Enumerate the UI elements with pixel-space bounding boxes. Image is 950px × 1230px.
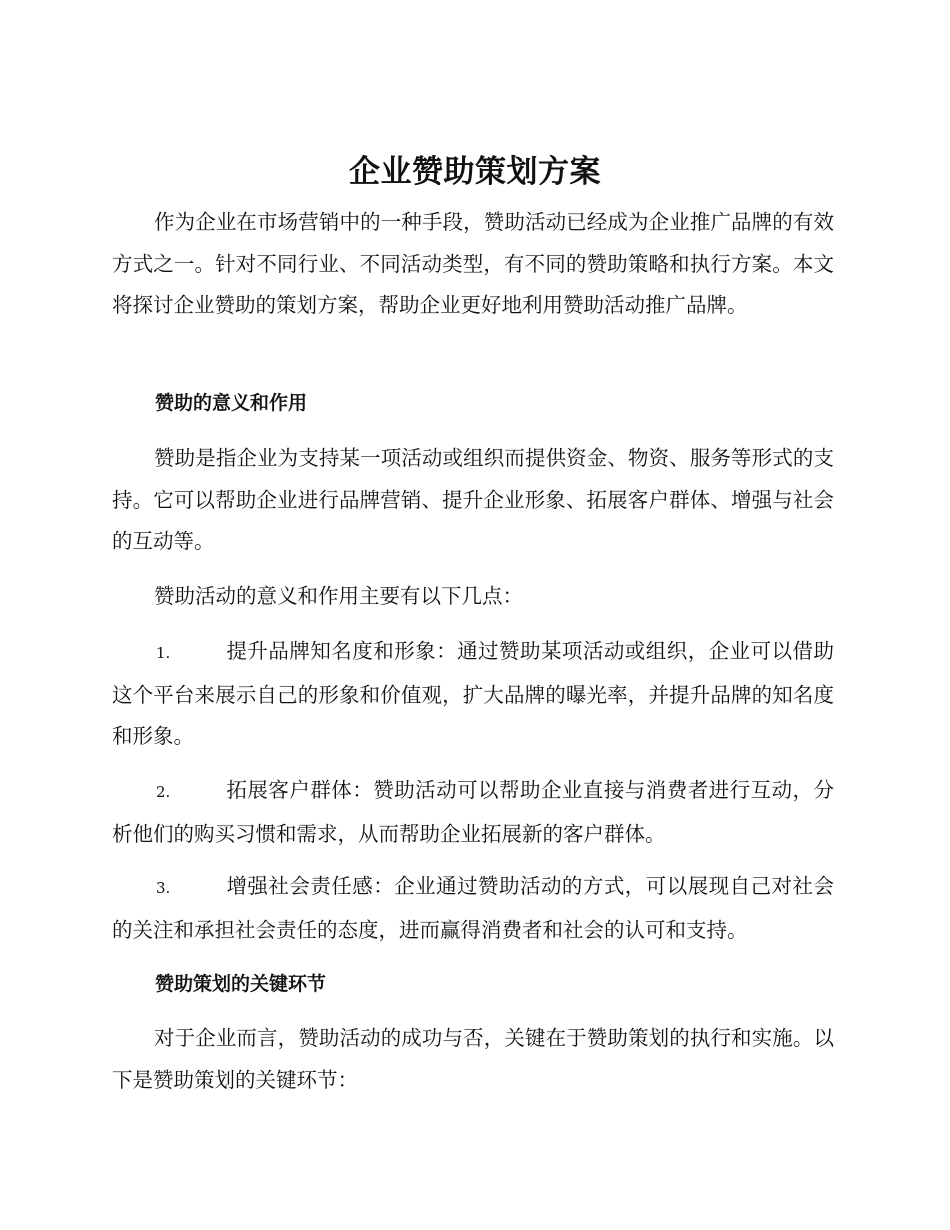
list-item-number: 2. [156,783,171,801]
sponsorship-definition-paragraph: 赞助是指企业为支持某一项活动或组织而提供资金、物资、服务等形式的支持。它可以帮助企业进行品牌营销、提升企业形象、拓展客户群体、增强与社会的互动等。 [112,446,834,553]
document-title: 企业赞助策划方案 [349,154,601,190]
list-item-text: 拓展客户群体：赞助活动可以帮助企业直接与消费者进行互动，分析他们的购买习惯和需求，从而帮助企业拓展新的客户群体。 [112,778,834,846]
list-item [112,770,834,855]
list-item [112,631,834,758]
list-item [112,866,834,951]
significance-intro-paragraph: 赞助活动的意义和作用主要有以下几点： [154,584,523,608]
list-item-number: 1. [156,644,171,662]
section-heading-significance: 赞助的意义和作用 [155,392,308,414]
list-item-number: 3. [156,879,171,897]
list-item-text: 增强社会责任感：企业通过赞助活动的方式，可以展现自己对社会的关注和承担社会责任的态度，进而赢得消费者和社会的认可和支持。 [112,874,834,942]
list-item-text: 提升品牌知名度和形象：通过赞助某项活动或组织，企业可以借助这个平台来展示自己的形象和价值观，扩大品牌的曝光率，并提升品牌的知名度和形象。 [112,639,834,748]
key-steps-intro-paragraph: 对于企业而言，赞助活动的成功与否，关键在于赞助策划的执行和实施。以下是赞助策划的关键环节： [112,1026,834,1092]
section-heading-key-steps: 赞助策划的关键环节 [155,973,327,995]
intro-paragraph: 作为企业在市场营销中的一种手段，赞助活动已经成为企业推广品牌的有效方式之一。针对不同行业、不同活动类型，有不同的赞助策略和执行方案。本文将探讨企业赞助的策划方案，帮助企业更好地利用赞助活动推广品牌。 [112,210,834,317]
